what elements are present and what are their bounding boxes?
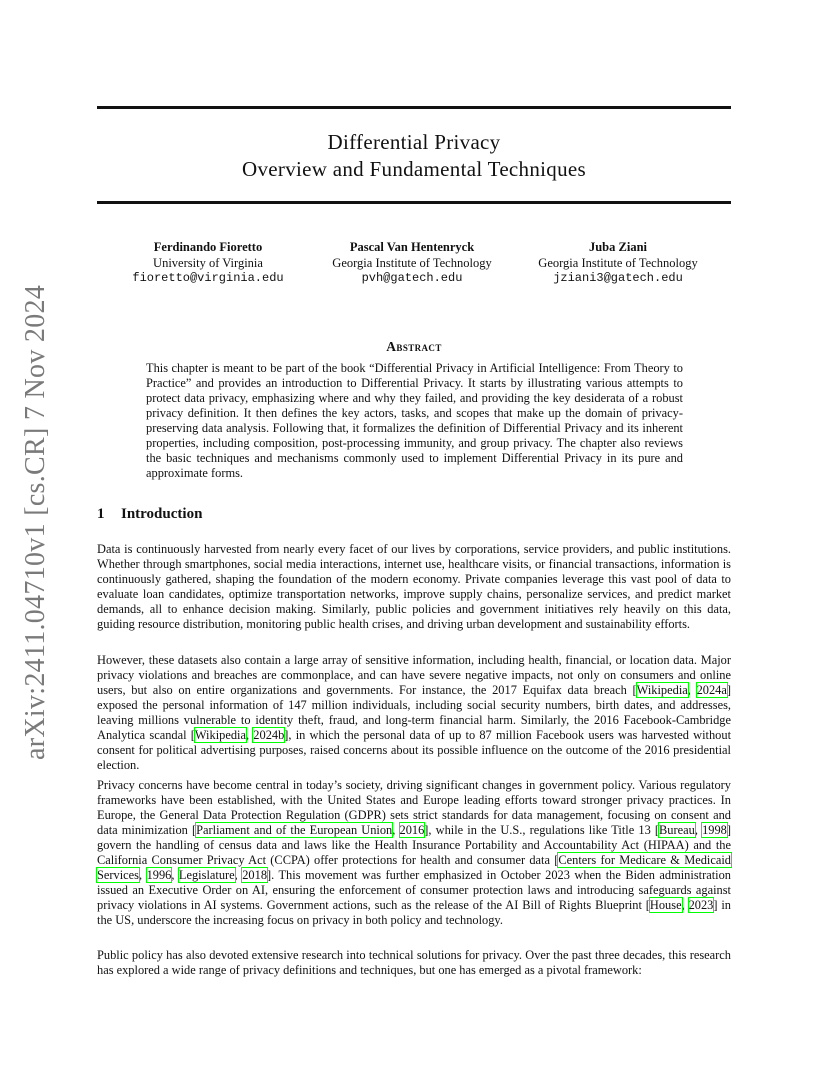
text-run: , — [392, 823, 400, 838]
title-line-1: Differential Privacy — [327, 130, 501, 154]
text-run: , — [694, 823, 703, 838]
citation-link[interactable]: Legislature — [178, 868, 235, 883]
citation-link[interactable]: 2016 — [399, 823, 425, 838]
author-block — [98, 240, 318, 287]
text-run: , — [687, 683, 697, 698]
title-top-rule — [97, 106, 731, 109]
citation-link[interactable]: Centers for Medicare & Medicaid Services — [97, 853, 731, 883]
author-affiliation: Georgia Institute of Technology — [538, 255, 698, 270]
author-block — [302, 240, 522, 287]
author-name: Juba Ziani — [588, 240, 647, 254]
citation-link[interactable]: 1998 — [702, 823, 727, 838]
author-email[interactable]: pvh@gatech.edu — [361, 271, 463, 285]
section-title: Introduction — [121, 506, 203, 522]
text-run: , — [171, 868, 179, 883]
text-run: However, these datasets also contain a large array of sensitive information, including health, financial, or location data. Major privacy violations and breaches are commonplace, and can have severe negative impacts, not only on consumers and online users, but also on entire organizations and governments. For instance, the 2017 Equifax data breach [ — [97, 653, 731, 698]
title-line-2: Overview and Fundamental Techniques — [242, 157, 586, 181]
author-name: Ferdinando Fioretto — [153, 240, 263, 254]
author-affiliation: Georgia Institute of Technology — [332, 255, 492, 270]
text-run: ], in which the personal data of up to 87 million Facebook users was harvested without consent for political advertising purposes, raised concerns about its possible influence on the outcome of the 2016 presidential election. — [97, 728, 732, 773]
section-heading — [97, 506, 202, 523]
citation-link[interactable]: 2024a — [696, 683, 727, 698]
text-run: , — [138, 868, 147, 883]
abstract-text: This chapter is meant to be part of the book “Differential Privacy in Artificial Intelligence: From Theory to Practice” and provides an introduction to Differential Privacy. It starts by illustrating various attempts to protect data privacy, emphasizing where and why they failed, and providing the key desiderata of a robust privacy definition. It then defines the key actors, tasks, and scopes that make up the domain of privacy-preserving data analysis. Following that, it formalizes the definition of Differential Privacy and its inherent properties, including composition, post-processing immunity, and group privacy. The chapter also reviews the basic techniques and mechanisms commonly used to implement Differential Privacy in its pure and approximate forms. — [146, 361, 683, 480]
text-run: , — [245, 728, 254, 743]
author-email[interactable]: fioretto@virginia.edu — [132, 271, 284, 285]
citation-link[interactable]: Bureau — [659, 823, 695, 838]
text-run: , — [681, 898, 689, 913]
title-bottom-rule — [97, 201, 731, 204]
paragraph-1: Data is continuously harvested from nearly every facet of our lives by corporations, service providers, and public institutions. Whether through smartphones, social media interactions, internet use, healthcare visits, or financial transactions, information is continuously gathered, shaping the foundation of the modern economy. Private companies leverage this vast pool of data to evaluate loan candidates, optimize transportation networks, improve supply chains, personalize services, and predict market demands, all to enhance decision making. Similarly, public policies and government initiatives rely heavily on this data, guiding resource distribution, monitoring public health crises, and driving urban development and sustainability efforts. — [97, 542, 731, 632]
paragraph-3 — [97, 778, 731, 928]
text-run: ] exposed the personal information of 147 million individuals, including social security numbers, birth dates, and addresses, leaving millions vulnerable to identity theft, fraud, and long-term financial harm. Similarly, the 2016 Facebook-Cambridge Analytica scandal [ — [97, 683, 731, 743]
author-name: Pascal Van Hentenryck — [349, 240, 475, 254]
arxiv-identifier: arXiv:2411.04710v1 [cs.CR] 7 Nov 2024 — [20, 284, 51, 760]
author-affiliation: University of Virginia — [153, 255, 263, 270]
text-run: , — [234, 868, 243, 883]
citation-link[interactable]: Wikipedia — [636, 683, 688, 698]
citation-link[interactable]: 2023 — [688, 898, 714, 913]
citation-link[interactable]: 1996 — [146, 868, 172, 883]
text-run: ]. This movement was further emphasized in October 2023 when the Biden administration issued an Executive Order on AI, ensuring the enforcement of consumer protection laws and introducing safeguards against privacy violations in AI systems. Government actions, such as the release of the AI Bill of Rights Blueprint [ — [97, 868, 731, 913]
citation-link[interactable]: Parliament and of the European Union — [196, 823, 393, 838]
author-email[interactable]: jziani3@gatech.edu — [553, 271, 683, 285]
paragraph-2 — [97, 653, 731, 773]
text-run: ] govern the handling of census data and laws like the Health Insurance Portability and Accountability Act (HIPAA) and the California Consumer Privacy Act (CCPA) offer protections for health and consumer data [ — [97, 823, 731, 868]
citation-link[interactable]: House — [649, 898, 682, 913]
citation-link[interactable]: 2024b — [253, 728, 285, 743]
citation-link[interactable]: 2018 — [242, 868, 268, 883]
text-run: ], while in the U.S., regulations like Title 13 [ — [424, 823, 660, 838]
text-run: ] in the US, underscore the increasing focus on privacy in both policy and technology. — [97, 898, 731, 928]
abstract-heading: Abstract — [386, 339, 442, 354]
author-block — [508, 240, 728, 287]
citation-link[interactable]: Wikipedia — [194, 728, 246, 743]
section-number: 1 — [97, 506, 105, 522]
text-run: Privacy concerns have become central in today’s society, driving significant changes in government policy. Various regulatory frameworks have been established, with the United States and Europe leading efforts toward stronger privacy practices. In Europe, the General Data Protection Regulation (GDPR) sets strict standards for data management, focusing on consent and data minimization [ — [97, 778, 731, 838]
paragraph-4: Public policy has also devoted extensive research into technical solutions for privacy. Over the past three decades, this research has explored a wide range of privacy definitions and techniques, but one has emerged as a pivotal framework: — [97, 948, 731, 978]
